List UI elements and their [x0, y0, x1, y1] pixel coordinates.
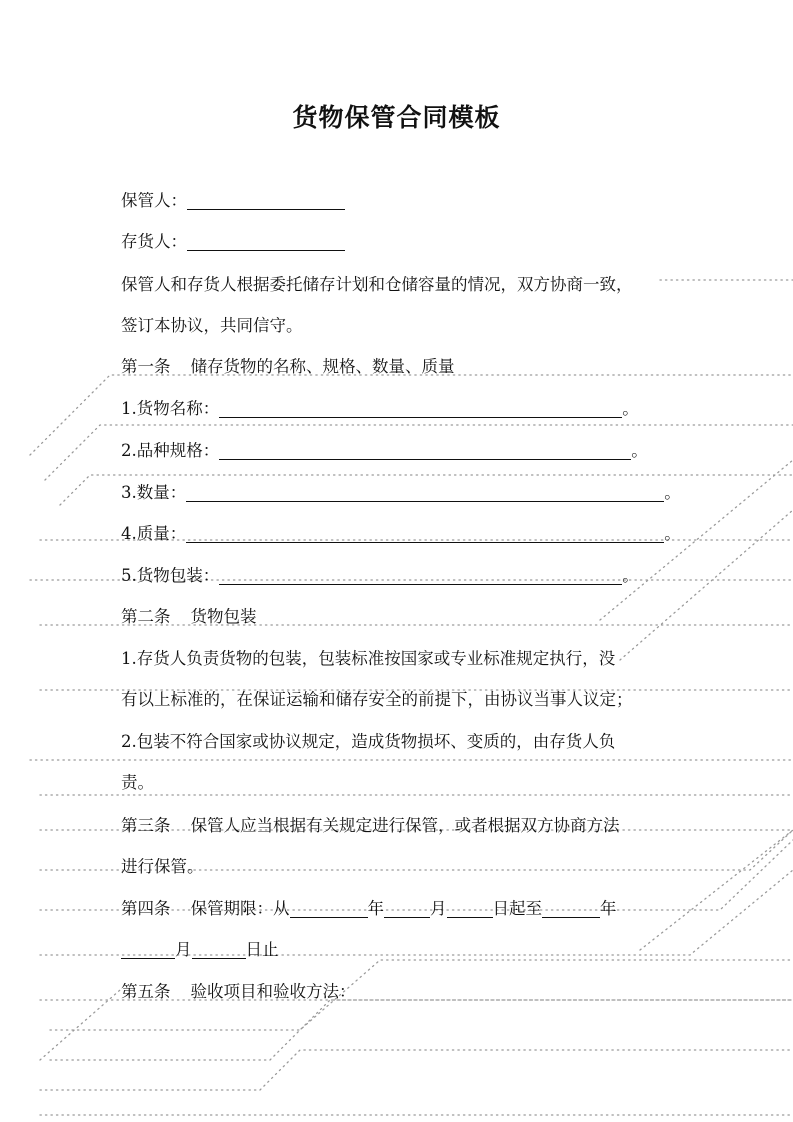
article2-line-2: 有以上标准的，在保证运输和储存安全的前提下，由协议当事人议定；	[121, 690, 633, 709]
article2-heading	[121, 603, 257, 631]
article2-number: 第二条	[121, 607, 171, 626]
article3-number: 第三条	[121, 816, 171, 835]
article5-number: 第五条	[121, 982, 171, 1001]
article2-line-3: 2.包装不符合国家或协议规定，造成货物损坏、变质的，由存货人负	[121, 732, 616, 751]
variety-spec-blank[interactable]	[219, 439, 631, 460]
end-day-label: 日止	[245, 940, 279, 959]
packaging-blank[interactable]	[219, 564, 622, 585]
intro-line-2: 签订本协议，共同信守。	[121, 316, 303, 335]
end-month-blank[interactable]	[121, 938, 175, 959]
quality-label: 4.质量：	[121, 524, 187, 543]
variety-spec-label: 2.品种规格：	[121, 441, 220, 460]
article2-title: 货物包装	[190, 607, 257, 626]
end-month-label: 月	[175, 940, 192, 959]
article4-line-1	[121, 895, 617, 923]
depositor-label: 存货人：	[121, 232, 187, 251]
article5-heading	[121, 978, 356, 1006]
custodian-label: 保管人：	[121, 191, 187, 210]
article1-number: 第一条	[121, 357, 171, 376]
quality-line	[121, 520, 681, 548]
end-year-label: 年	[600, 899, 617, 918]
intro-line-1: 保管人和存货人根据委托储存计划和仓储容量的情况，双方协商一致，	[121, 275, 633, 294]
variety-spec-line	[121, 437, 648, 465]
quantity-end: 。	[664, 483, 681, 502]
start-month-blank[interactable]	[384, 897, 430, 918]
article4-line-2	[121, 936, 279, 964]
packaging-end: 。	[622, 566, 639, 585]
custodian-line	[121, 187, 345, 215]
goods-name-blank[interactable]	[219, 397, 622, 418]
goods-name-end: 。	[622, 399, 639, 418]
goods-name-label: 1.货物名称：	[121, 399, 220, 418]
variety-spec-end: 。	[631, 441, 648, 460]
packaging-line	[121, 562, 639, 590]
quantity-blank[interactable]	[186, 481, 664, 502]
document-title: 货物保管合同模板	[292, 103, 501, 132]
depositor-blank[interactable]	[187, 230, 345, 251]
article4-number: 第四条	[121, 899, 171, 918]
article3-line-1	[121, 812, 620, 840]
article1-heading	[121, 353, 455, 381]
article3-text: 保管人应当根据有关规定进行保管，或者根据双方协商方法	[190, 816, 620, 835]
end-year-blank[interactable]	[542, 897, 600, 918]
article2-line-1: 1.存货人负责货物的包装，包装标准按国家或专业标准规定执行，没	[121, 649, 616, 668]
packaging-label: 5.货物包装：	[121, 566, 220, 585]
start-year-blank[interactable]	[290, 897, 368, 918]
goods-name-line	[121, 395, 639, 423]
article3-line-2: 进行保管。	[121, 857, 204, 876]
start-day-blank[interactable]	[447, 897, 493, 918]
article4-text: 保管期限：从	[190, 899, 290, 918]
article5-title: 验收项目和验收方法：	[190, 982, 356, 1001]
quantity-label: 3.数量：	[121, 483, 187, 502]
article2-line-4: 责。	[121, 773, 154, 792]
quantity-line	[121, 479, 681, 507]
article1-title: 储存货物的名称、规格、数量、质量	[190, 357, 455, 376]
end-day-blank[interactable]	[192, 938, 246, 959]
depositor-line	[121, 228, 345, 256]
start-year-label: 年	[367, 899, 384, 918]
quality-end: 。	[664, 524, 681, 543]
quality-blank[interactable]	[186, 522, 664, 543]
start-day-label: 日起至	[492, 899, 542, 918]
custodian-blank[interactable]	[187, 189, 345, 210]
start-month-label: 月	[430, 899, 447, 918]
